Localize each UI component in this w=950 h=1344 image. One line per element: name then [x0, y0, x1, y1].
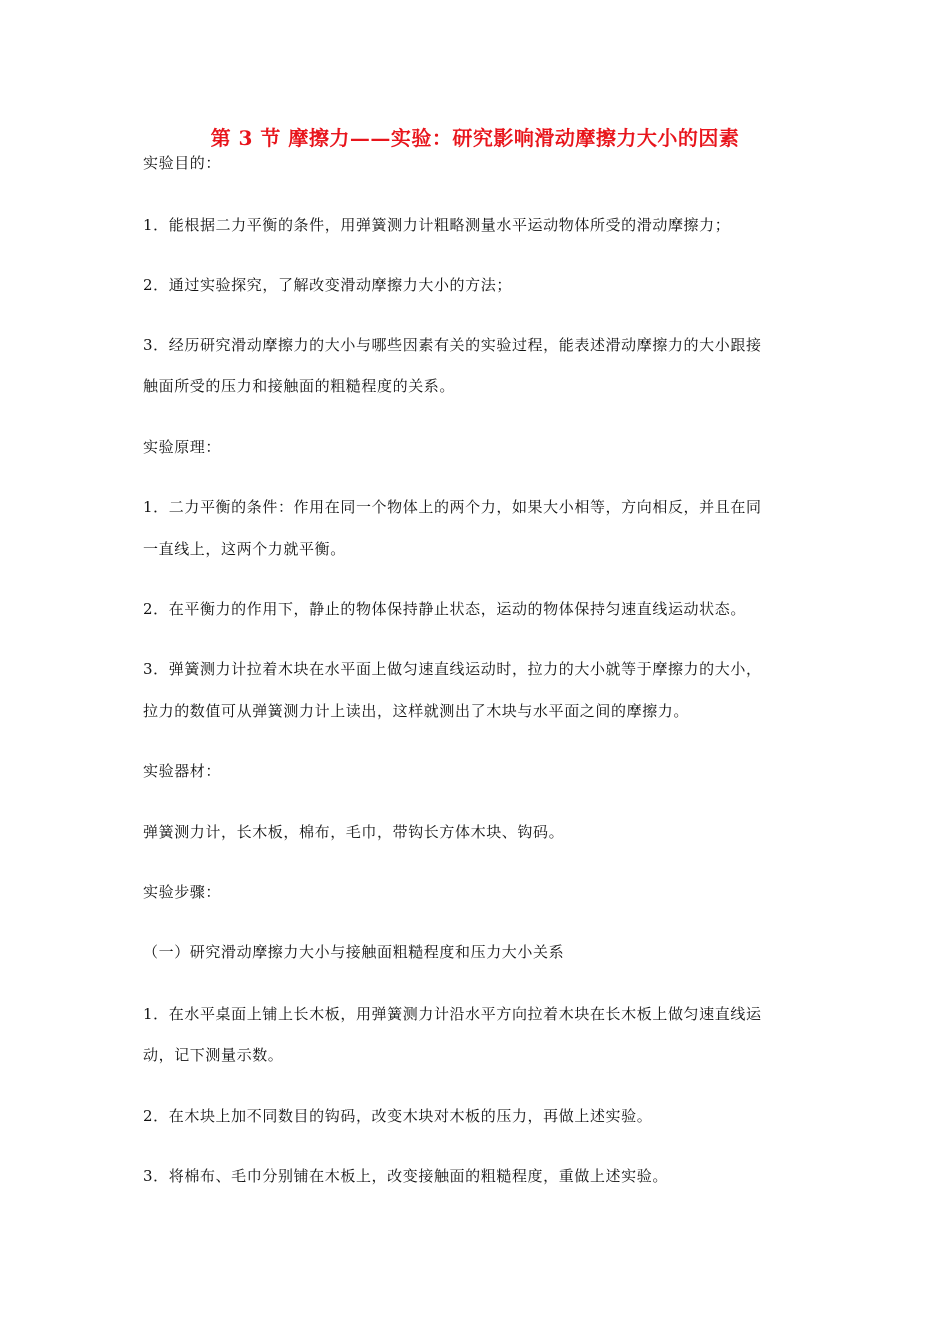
principle-item-1-line-1: 1．二力平衡的条件：作用在同一个物体上的两个力，如果大小相等，方向相反，并且在同: [143, 498, 762, 516]
equipment-heading: 实验器材：: [143, 762, 222, 780]
steps-item-3: 3．将棉布、毛巾分别铺在木板上，改变接触面的粗糙程度，重做上述实验。: [143, 1167, 668, 1185]
principle-item-1-line-2: 一直线上，这两个力就平衡。: [143, 540, 346, 558]
principle-item-2: 2．在平衡力的作用下，静止的物体保持静止状态，运动的物体保持匀速直线运动状态。: [143, 600, 746, 618]
purpose-heading: 实验目的：: [143, 154, 222, 172]
document-title: 第 3 节 摩擦力——实验：研究影响滑动摩擦力大小的因素: [210, 126, 740, 150]
steps-item-1-line-1: 1．在水平桌面上铺上长木板，用弹簧测力计沿水平方向拉着木块在长木板上做匀速直线运: [143, 1005, 762, 1023]
steps-heading: 实验步骤：: [143, 883, 222, 901]
principle-item-3-line-1: 3．弹簧测力计拉着木块在水平面上做匀速直线运动时，拉力的大小就等于摩擦力的大小，: [143, 660, 762, 678]
purpose-item-2: 2．通过实验探究，了解改变滑动摩擦力大小的方法；: [143, 276, 512, 294]
steps-item-2: 2．在木块上加不同数目的钩码，改变木块对木板的压力，再做上述实验。: [143, 1107, 653, 1125]
purpose-item-3-line-2: 触面所受的压力和接触面的粗糙程度的关系。: [143, 377, 456, 395]
steps-subheading: （一）研究滑动摩擦力大小与接触面粗糙程度和压力大小关系: [143, 943, 565, 961]
purpose-item-3-line-1: 3．经历研究滑动摩擦力的大小与哪些因素有关的实验过程，能表述滑动摩擦力的大小跟接: [143, 336, 762, 354]
principle-heading: 实验原理：: [143, 438, 222, 456]
equipment-text: 弹簧测力计，长木板，棉布，毛巾，带钩长方体木块、钩码。: [143, 823, 565, 841]
purpose-item-1: 1．能根据二力平衡的条件，用弹簧测力计粗略测量水平运动物体所受的滑动摩擦力；: [143, 216, 731, 234]
principle-item-3-line-2: 拉力的数值可从弹簧测力计上读出，这样就测出了木块与水平面之间的摩擦力。: [143, 702, 690, 720]
steps-item-1-line-2: 动，记下测量示数。: [143, 1046, 284, 1064]
